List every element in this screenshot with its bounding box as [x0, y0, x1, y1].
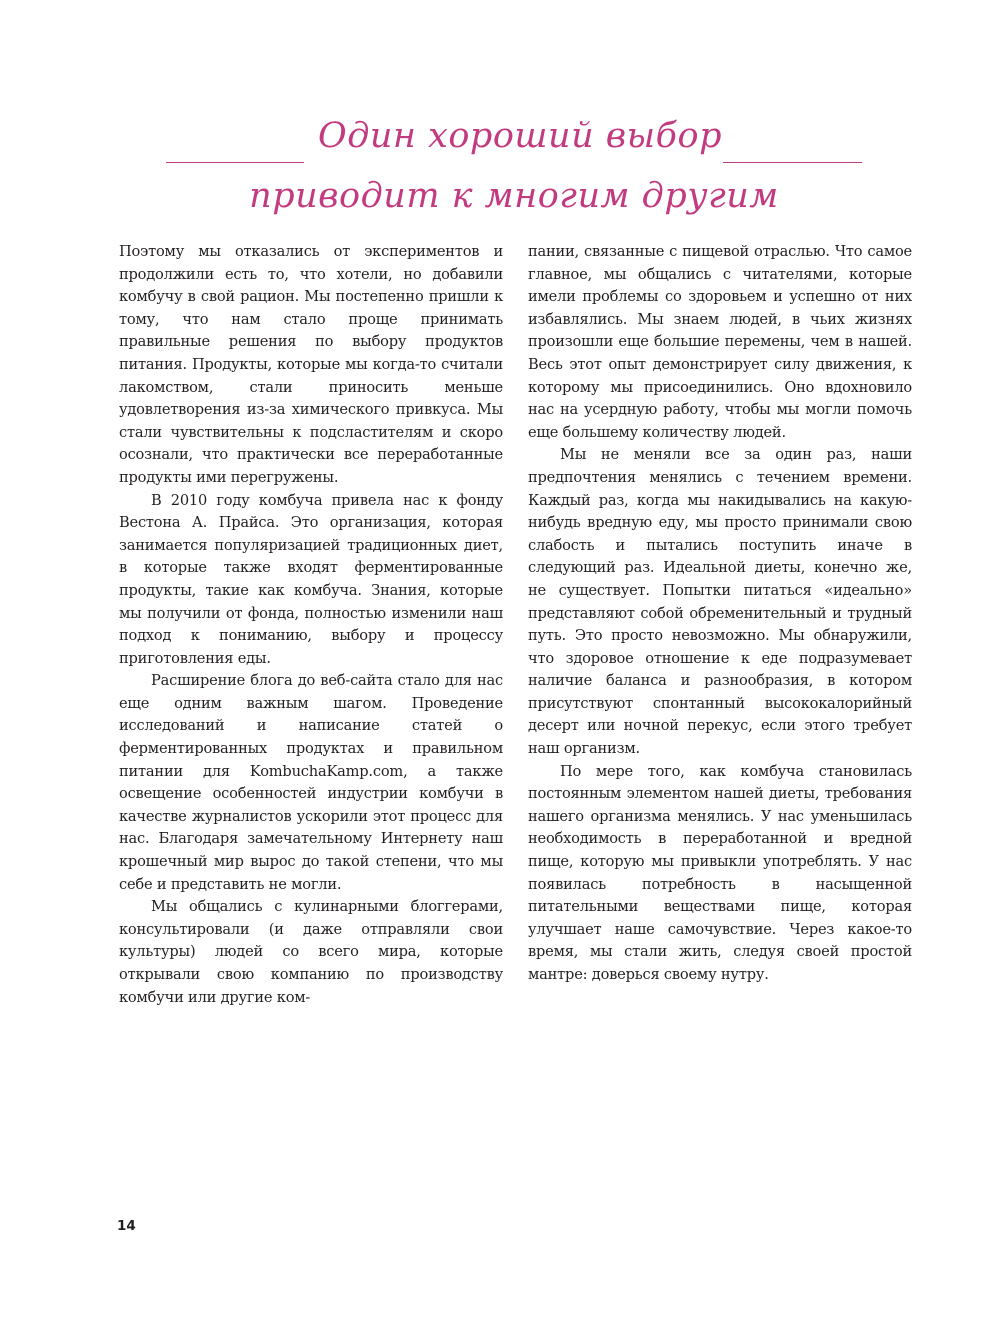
- page-number: 14: [117, 1218, 136, 1234]
- paragraph: В 2010 году комбуча привела нас к фонду Вестона А. Прайса. Это организация, которая занимается популяризацией традиционных диет, в которые также входят ферментированные продукты, такие как комбуча. Знания, которые мы получили от фонда, полностью изменили наш подход к пониманию, выбору и процессу приготовления еды.: [119, 491, 503, 667]
- text-column-left: [119, 241, 503, 1009]
- heading-rule-left: [166, 162, 304, 163]
- text-column-right: [528, 241, 912, 987]
- paragraph: Мы общались с кулинарными блоггерами, консультировали (и даже отправляли свои культуры) людей со всего мира, которые открывали свою компанию по производству комбучи или другие ком-: [119, 898, 503, 1006]
- heading-line-1: Один хороший выбор: [318, 116, 722, 156]
- paragraph: По мере того, как комбуча становилась постоянным элементом нашей диеты, требования нашего организма менялись. У нас уменьшилась необходимость в переработанной и вредной пище, которую мы привыкли употреблять. У нас появилась потребность в насыщенной питательными веществами пище, которая улучшает наше самочувствие. Через какое-то время, мы стали жить, следуя своей простой мантре: доверься своему нутру.: [528, 762, 912, 983]
- paragraph: пании, связанные с пищевой отраслью. Что самое главное, мы общались с читателями, которые имели проблемы со здоровьем и успешно от них избавлялись. Мы знаем людей, в чьих жизнях произошли еще большие перемены, чем в нашей. Весь этот опыт демонстрирует силу движения, к которому мы присоединились. Оно вдохновило нас на усердную работу, чтобы мы могли помочь еще большему количеству людей.: [528, 243, 912, 441]
- paragraph: Поэтому мы отказались от экспериментов и продолжили есть то, что хотели, но добавили комбучу в свой рацион. Мы постепенно пришли к тому, что нам стало проще принимать правильные решения по выбору продуктов питания. Продукты, которые мы когда-то считали лакомством, стали приносить меньше удовлетворения из-за химического привкуса. Мы стали чувствительны к подсластителям и скоро осознали, что практически все переработанные продукты ими перегружены.: [119, 243, 503, 486]
- heading-line-2: приводит к многим другим: [249, 176, 779, 216]
- paragraph: Расширение блога до веб-сайта стало для нас еще одним важным шагом. Проведение исследований и написание статей о ферментированных продуктах и правильном питании для KombuchaKamp.com, а также освещение особенностей индустрии комбучи в качестве журналистов ускорили этот процесс для нас. Благодаря замечательному Интернету наш крошечный мир вырос до такой степени, что мы себе и представить не могли.: [119, 672, 503, 893]
- paragraph: Мы не меняли все за один раз, наши предпочтения менялись с течением времени. Каждый раз, когда мы накидывались на какую-нибудь вредную еду, мы просто принимали свою слабость и пытались поступить иначе в следующий раз. Идеальной диеты, конечно же, не существует. Попытки питаться «идеально» представляют собой обременительный и трудный путь. Это просто невозможно. Мы обнаружили, что здоровое отношение к еде подразумевает наличие баланса и разнообразия, в котором присутствуют спонтанный высококалорийный десерт или ночной перекус, если этого требует наш организм.: [528, 446, 912, 758]
- heading-rule-right: [723, 162, 862, 163]
- chapter-heading: [0, 106, 1000, 226]
